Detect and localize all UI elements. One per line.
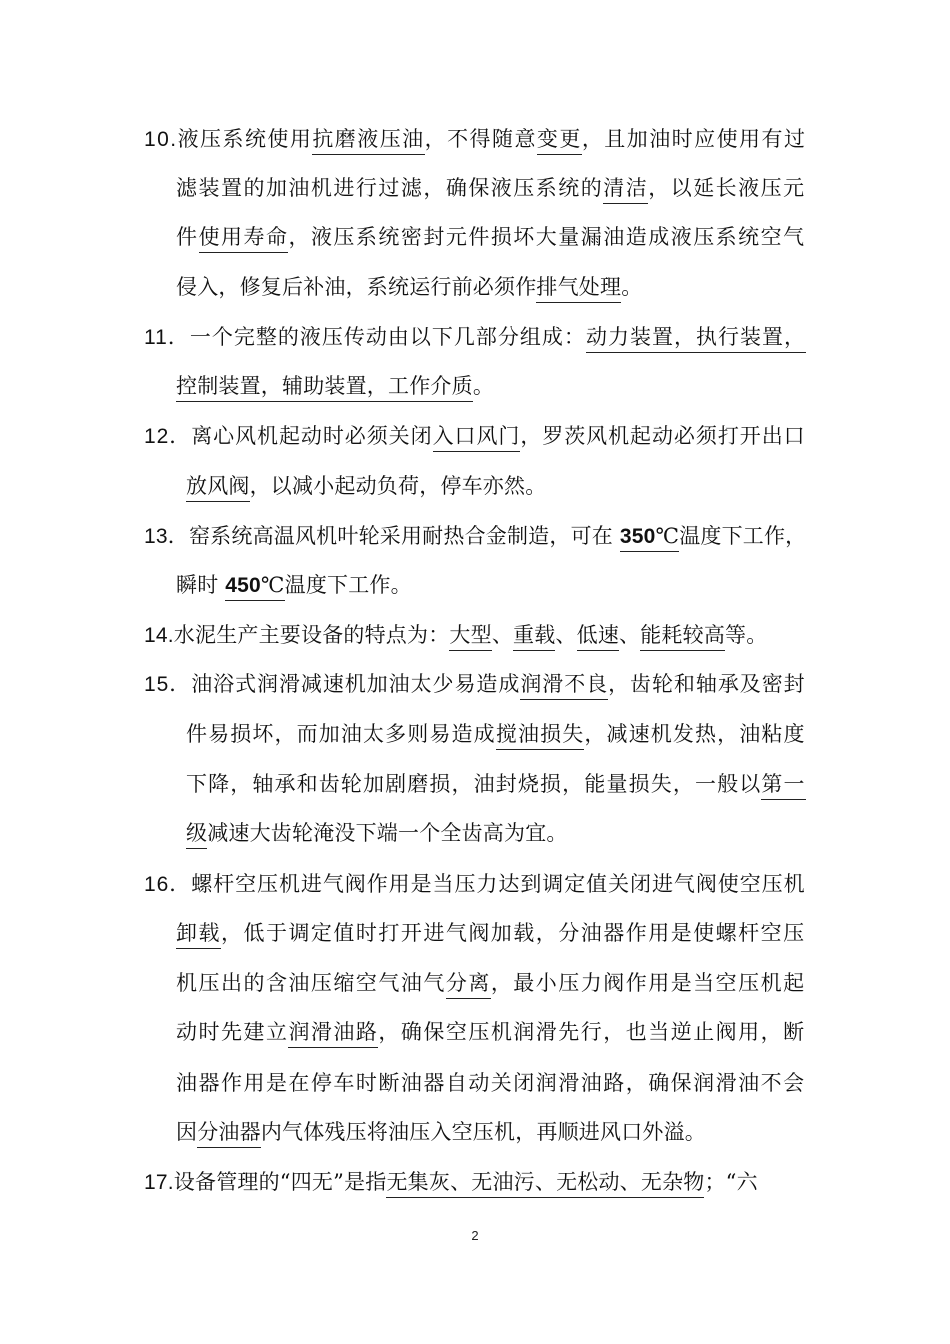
text-run: 水泥生产主要设备的特点为： — [173, 623, 450, 647]
text-run: 件易损坏，而加油太多则易造成 — [186, 722, 496, 746]
text-run: 。 — [621, 275, 643, 299]
answer-blank: 使用寿命 — [199, 225, 289, 253]
text-run: 温度下工作。 — [284, 573, 412, 597]
answer-blank: 450 — [225, 574, 261, 601]
item-15-line — [186, 769, 806, 799]
text-run: ，且加油时应使用有过 — [581, 127, 807, 151]
text-run: ，液压系统密封元件损坏大量漏油造成液压系统空气 — [288, 225, 806, 249]
text-run: 一个完整的液压传动由以下几部分组成： — [189, 325, 586, 349]
item-16-line — [144, 869, 806, 900]
item-13-line — [176, 570, 412, 601]
text-run: 油器作用是在停车时断油器自动关闭润滑油路，确保润滑油不会 — [176, 1071, 806, 1095]
text-run: 窑系统高温风机叶轮采用耐热合金制造，可在 — [188, 524, 620, 548]
text-run: ，罗茨风机起动必须打开出口 — [520, 424, 806, 448]
answer-blank: 能耗较高 — [640, 623, 725, 651]
text-run: 、 — [491, 623, 514, 647]
text-run: ，减速机发热，油粘度 — [584, 722, 806, 746]
item-17-line — [144, 1167, 758, 1198]
answer-blank: 卸载 — [176, 921, 221, 949]
item-16-line — [176, 968, 806, 998]
text-run: 油浴式润滑减速机加油太少易造成 — [191, 672, 521, 696]
item-16-line — [176, 1117, 706, 1147]
item-number: 13． — [144, 525, 189, 548]
text-run: ，不得随意 — [424, 127, 537, 151]
text-run: 液压系统使用 — [177, 127, 313, 151]
text-run: 滤装置的加油机进行过滤，确保液压系统的 — [176, 176, 604, 200]
item-10-line — [176, 272, 642, 302]
text-run: 瞬时 — [176, 573, 226, 597]
text-run: 减速大齿轮淹没下端一个全齿高为宜。 — [207, 821, 568, 845]
item-16-line — [176, 1017, 806, 1047]
text-run: 因 — [176, 1120, 198, 1144]
answer-blank: 350 — [620, 525, 656, 552]
answer-blank: 重载 — [513, 623, 555, 651]
answer-blank: 抗磨液压油 — [312, 127, 424, 155]
answer-blank: 排气处理 — [536, 275, 621, 303]
answer-blank: 控制装置，辅助装置，工作介质 — [176, 374, 473, 402]
answer-blank: 级 — [186, 821, 207, 849]
text-run: 设备管理的“四无”是指 — [173, 1170, 387, 1194]
answer-blank: ℃ — [655, 524, 679, 552]
text-run: 离心风机起动时必须关闭 — [191, 424, 433, 448]
answer-blank: 入口风门 — [433, 424, 521, 452]
text-run: 下降，轴承和齿轮加剧磨损，油封烧损，能量损失，一般以 — [186, 772, 762, 796]
answer-blank: 分离 — [446, 971, 491, 999]
item-11-line — [176, 371, 494, 401]
item-number: 11． — [144, 326, 190, 349]
item-14-line — [144, 620, 767, 651]
answer-blank: 润滑不良 — [520, 672, 608, 700]
item-number: 10. — [144, 128, 178, 151]
item-15-line — [144, 669, 806, 700]
answer-blank: 搅油损失 — [496, 722, 585, 750]
item-12-line — [144, 421, 806, 452]
item-13-line — [144, 521, 806, 552]
text-run: 件 — [176, 225, 199, 249]
item-number: 15． — [144, 673, 192, 696]
text-run: 。 — [472, 374, 495, 398]
text-run: 内气体残压将油压入空压机，再顺进风口外溢。 — [260, 1120, 707, 1144]
text-run: 等。 — [725, 623, 768, 647]
answer-blank: 第一 — [761, 772, 805, 800]
text-run: ，以延长液压元 — [648, 176, 806, 200]
page-number: 2 — [471, 1228, 479, 1243]
item-number: 12． — [144, 425, 192, 448]
answer-blank: 无集灰、无油污、无松动、无杂物 — [386, 1170, 704, 1198]
answer-blank: ℃ — [261, 573, 285, 601]
text-run: ，低于调定值时打开进气阀加载，分油器作用是使螺杆空压 — [220, 921, 806, 945]
answer-blank: 放风阀 — [186, 474, 250, 502]
text-run: 动时先建立 — [176, 1020, 289, 1044]
text-run: ，最小压力阀作用是当空压机起 — [490, 971, 806, 995]
item-11-line — [144, 322, 806, 353]
answer-blank: 润滑油路 — [288, 1020, 378, 1048]
text-run: 温度下工作， — [679, 524, 807, 548]
text-run: 机压出的含油压缩空气油气 — [176, 971, 446, 995]
item-number: 14. — [144, 624, 174, 647]
text-run: 侵入，修复后补油，系统运行前必须作 — [176, 275, 537, 299]
item-number: 17. — [144, 1171, 174, 1194]
text-run: ，齿轮和轴承及密封 — [608, 672, 806, 696]
item-16-line — [176, 1068, 806, 1098]
item-16-line — [176, 918, 806, 948]
answer-blank: 动力装置，执行装置， — [586, 325, 806, 353]
item-10-line — [144, 124, 806, 155]
answer-blank: 低速 — [577, 623, 619, 651]
text-run: 、 — [619, 623, 641, 647]
answer-blank: 变更 — [537, 127, 582, 155]
item-10-line — [176, 222, 806, 252]
text-run: ，确保空压机润滑先行，也当逆止阀用，断 — [378, 1020, 806, 1044]
item-15-line — [186, 719, 806, 749]
answer-blank: 清洁 — [603, 176, 648, 204]
item-15-line — [186, 818, 568, 848]
item-number: 16． — [144, 873, 192, 896]
text-run: 螺杆空压机进气阀作用是当压力达到调定值关闭进气阀使空压机 — [191, 872, 806, 896]
answer-blank: 大型 — [449, 623, 491, 651]
item-12-line — [186, 471, 546, 501]
text-run: ，以减小起动负荷，停车亦然。 — [249, 474, 547, 498]
answer-blank: 分油器 — [197, 1120, 261, 1148]
text-run: 、 — [555, 623, 577, 647]
text-run: ；“六 — [704, 1170, 758, 1194]
item-10-line — [176, 173, 806, 203]
